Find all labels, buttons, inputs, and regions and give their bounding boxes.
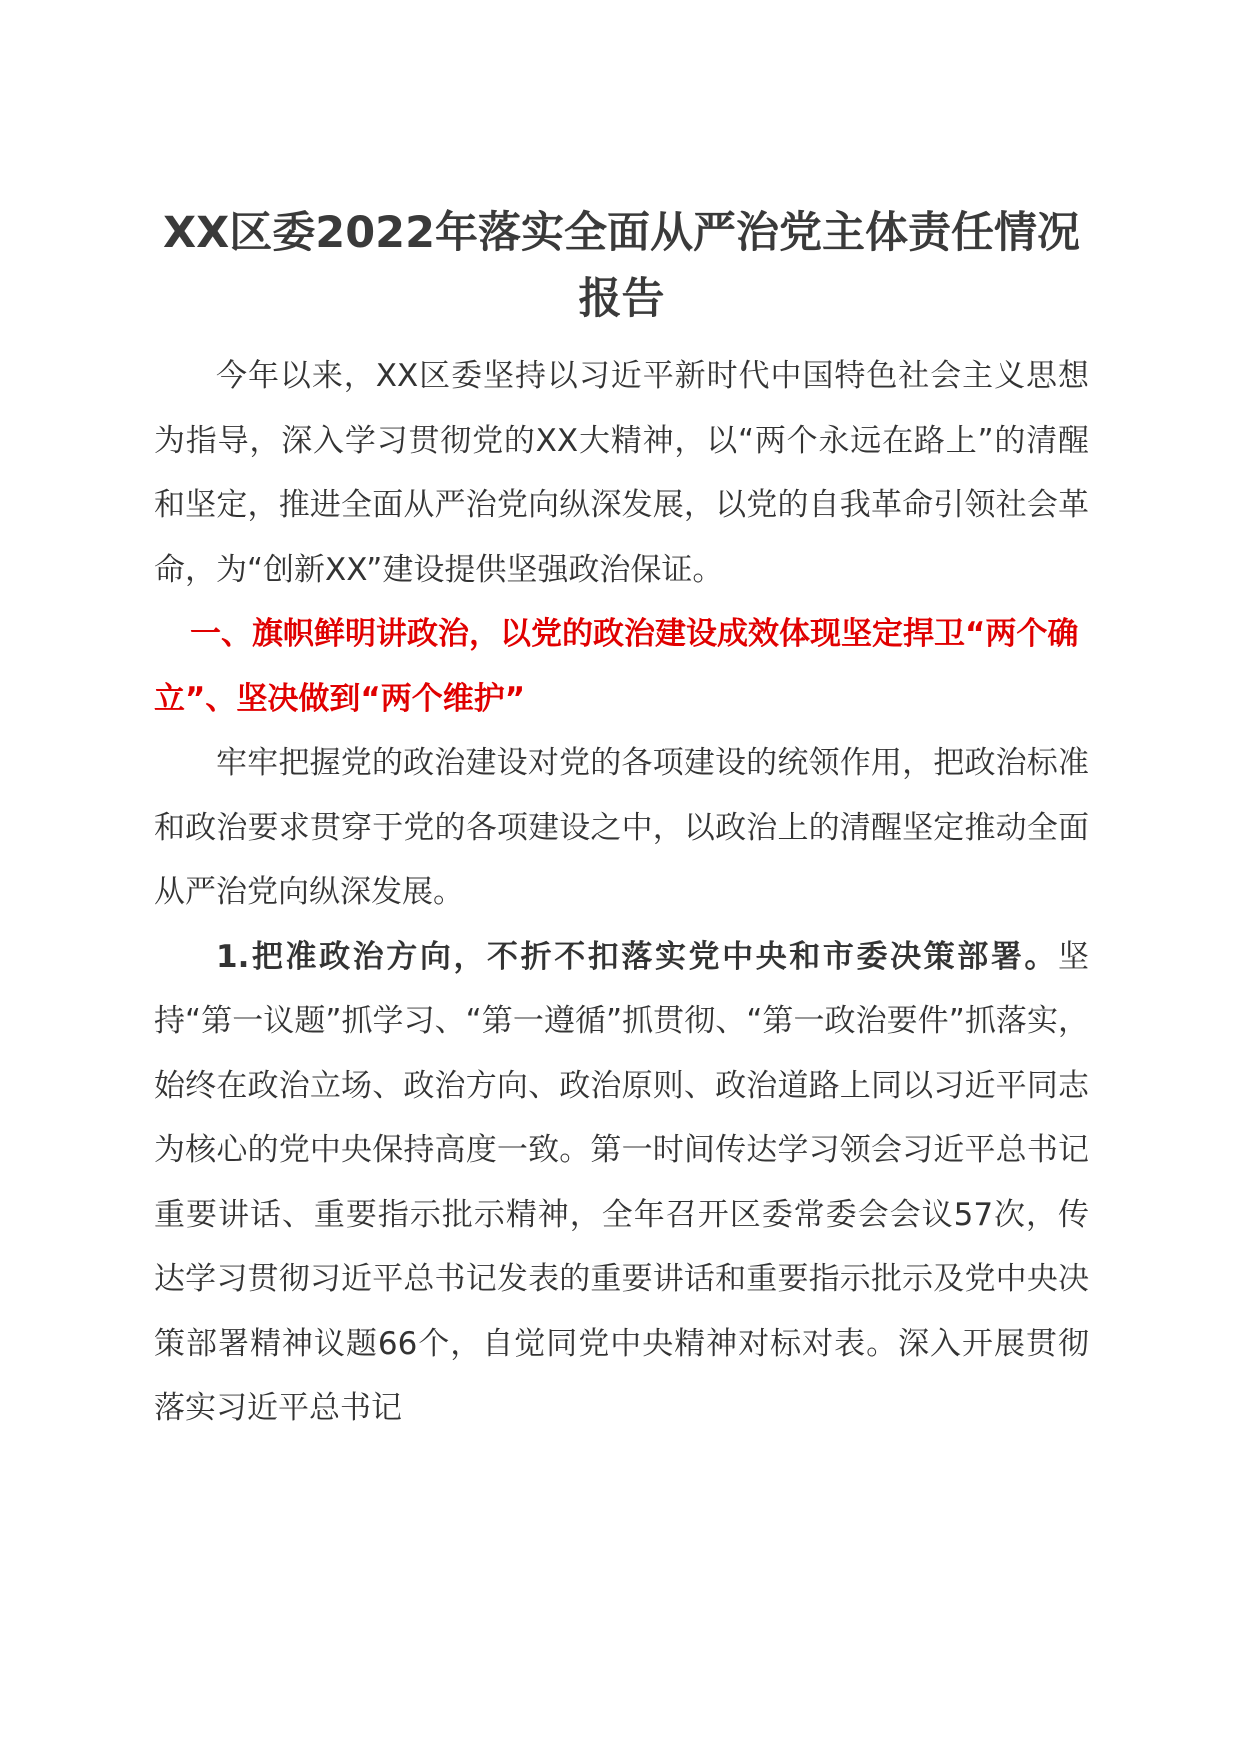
section-paragraph: 牢牢把握党的政治建设对党的各项建设的统领作用，把政治标准和政治要求贯穿于党的各项建设之中，以政治上的清醒坚定推动全面从严治党向纵深发展。 <box>154 745 1089 910</box>
document-title: XX区委2022年落实全面从严治党主体责任情况报告 <box>163 208 1080 324</box>
document-body <box>154 200 1089 1441</box>
item-body: 坚持“第一议题”抓学习、“第一遵循”抓贯彻、“第一政治要件”抓落实，始终在政治立场、政治方向、政治原则、政治道路上同以习近平同志为核心的党中央保持高度一致。第一时间传达学习领会习近平总书记重要讲话、重要指示批示精神，全年召开区委常委会会议57次，传达学习贯彻习近平总书记发表的重要讲话和重要指示批示及党中央决策部署精神议题66个，自觉同党中央精神对标对表。深入开展贯彻落实习近平总书记 <box>154 938 1089 1426</box>
intro-paragraph: 今年以来，XX区委坚持以习近平新时代中国特色社会主义思想为指导，深入学习贯彻党的XX大精神，以“两个永远在路上”的清醒和坚定，推进全面从严治党向纵深发展，以党的自我革命引领社会革命，为“创新XX”建设提供坚强政治保证。 <box>154 358 1089 588</box>
item-lead: 1.把准政治方向，不折不扣落实党中央和市委决策部署。 <box>216 938 1058 975</box>
section-heading: 一、旗帜鲜明讲政治，以党的政治建设成效体现坚定捍卫“两个确立”、坚决做到“两个维护” <box>154 616 1079 717</box>
item-paragraph <box>154 925 1089 1441</box>
